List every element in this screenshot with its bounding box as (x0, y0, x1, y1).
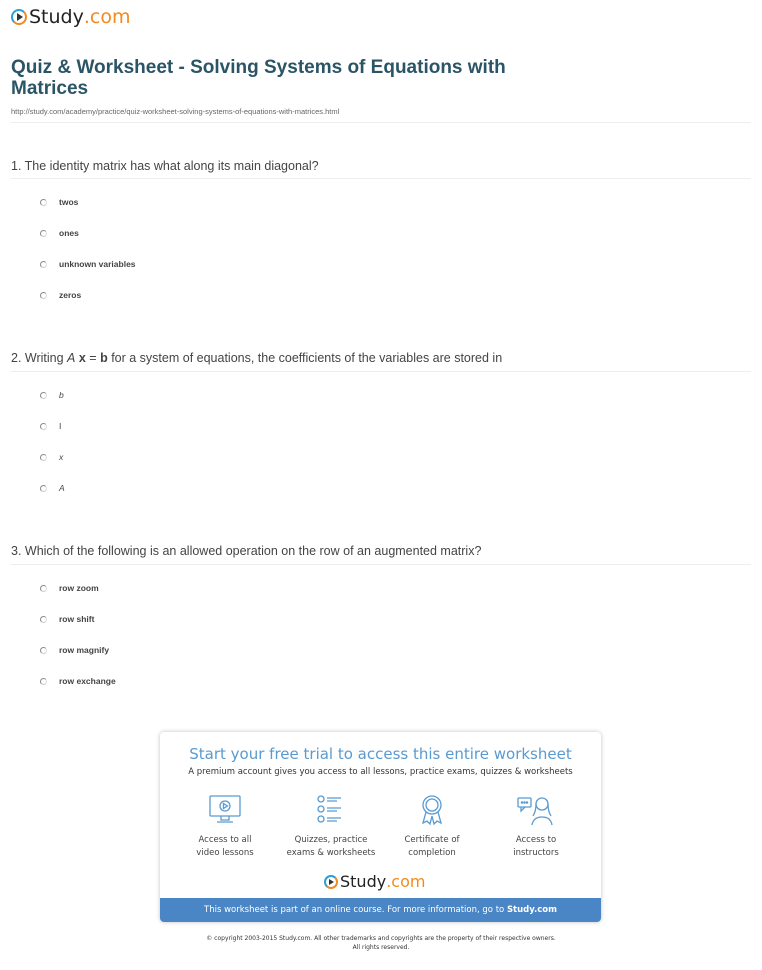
feature-label: exams & worksheets (286, 848, 376, 858)
radio-button[interactable] (40, 585, 47, 592)
video-monitor-icon (207, 794, 243, 826)
study-logo[interactable] (11, 6, 130, 28)
logo-dot-text: .com (83, 6, 131, 28)
page-title: Quiz & Worksheet - Solving Systems of Equations with Matrices (11, 57, 506, 99)
radio-button[interactable] (40, 230, 47, 237)
option-label: row zoom (59, 583, 99, 593)
option-label: A (59, 483, 65, 493)
option-label: zeros (59, 290, 82, 300)
option-label: row magnify (59, 645, 110, 655)
radio-button[interactable] (40, 485, 47, 492)
question-2 (11, 351, 502, 365)
option-label: row shift (59, 614, 95, 624)
radio-button[interactable] (40, 678, 47, 685)
feature-instructors (481, 794, 591, 860)
q-equals: = (85, 351, 101, 365)
option-label: twos (59, 197, 79, 207)
answer-option[interactable] (40, 421, 61, 431)
option-label: b (59, 390, 64, 400)
radio-button[interactable] (40, 261, 47, 268)
answer-option[interactable] (40, 676, 116, 686)
option-label: I (59, 421, 62, 431)
option-label: row exchange (59, 676, 116, 686)
feature-label: Quizzes, practice (294, 835, 368, 845)
instructor-chat-icon (516, 794, 556, 826)
answer-option[interactable] (40, 259, 136, 269)
bar-text: This worksheet is part of an online course. For more information, go to (204, 905, 507, 915)
feature-certificate (377, 794, 487, 860)
q-vector-x: x (78, 351, 86, 365)
play-logo-icon (324, 875, 338, 889)
copyright (0, 934, 762, 952)
divider (11, 122, 751, 123)
feature-label: video lessons (196, 848, 254, 858)
answer-option[interactable] (40, 614, 94, 624)
radio-button[interactable] (40, 423, 47, 430)
answer-option[interactable] (40, 583, 99, 593)
answer-option[interactable] (40, 197, 78, 207)
divider (11, 178, 751, 179)
divider (11, 564, 751, 565)
radio-button[interactable] (40, 647, 47, 654)
question-3: 3. Which of the following is an allowed operation on the row of an augmented matrix? (11, 544, 482, 558)
course-info-bar (160, 898, 601, 922)
radio-button[interactable] (40, 454, 47, 461)
feature-label: Certificate of (404, 835, 460, 845)
logo-text: Study (340, 872, 387, 891)
q-vector-b: b (100, 351, 108, 365)
q-text: 2. Writing (11, 351, 68, 365)
answer-option[interactable] (40, 483, 65, 493)
study-logo[interactable] (324, 872, 425, 891)
list-icon (313, 794, 349, 826)
radio-button[interactable] (40, 392, 47, 399)
answer-option[interactable] (40, 290, 81, 300)
promo-subheading: A premium account gives you access to all lessons, practice exams, quizzes & worksheets (188, 767, 573, 777)
divider (11, 371, 751, 372)
answer-option[interactable] (40, 452, 63, 462)
radio-button[interactable] (40, 292, 47, 299)
feature-label: Access to (515, 835, 557, 845)
certificate-ribbon-icon (414, 794, 450, 826)
copyright-line: © copyright 2003-2015 Study.com. All other trademarks and copyrights are the property of their respective owners. (206, 935, 556, 942)
question-1: 1. The identity matrix has what along its main diagonal? (11, 159, 319, 173)
study-link[interactable]: Study.com (506, 905, 557, 915)
radio-button[interactable] (40, 199, 47, 206)
answer-option[interactable] (40, 390, 64, 400)
feature-label: completion (408, 848, 456, 858)
page-url[interactable]: http://study.com/academy/practice/quiz-worksheet-solving-systems-of-equations-with-matrices.html (11, 107, 340, 116)
copyright-line: All rights reserved. (352, 944, 410, 951)
promo-heading: Start your free trial to access this entire worksheet (189, 745, 572, 763)
q-text: for a system of equations, the coefficients of the variables are stored in (107, 351, 503, 365)
option-label: x (59, 452, 64, 462)
feature-quizzes (276, 794, 386, 860)
feature-video-lessons (170, 794, 280, 860)
option-label: unknown variables (59, 259, 136, 269)
q-matrix-a: A (67, 351, 76, 365)
feature-label: Access to all (198, 835, 252, 845)
free-trial-promo (160, 732, 601, 922)
logo-text: Study (29, 6, 84, 28)
logo-dot-text: .com (386, 872, 426, 891)
answer-option[interactable] (40, 645, 109, 655)
answer-option[interactable] (40, 228, 79, 238)
radio-button[interactable] (40, 616, 47, 623)
feature-label: instructors (513, 848, 559, 858)
play-logo-icon (11, 9, 27, 25)
option-label: ones (59, 228, 79, 238)
